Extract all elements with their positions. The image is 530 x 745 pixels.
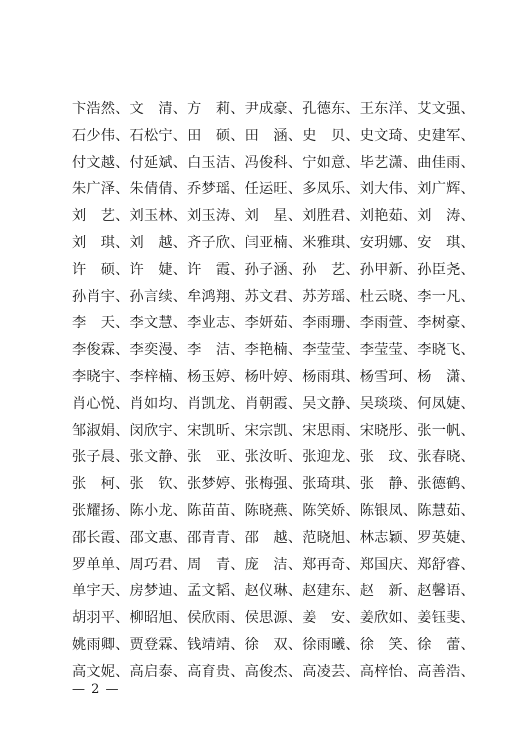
name-line: 孙肖宇、孙言续、牟鸿翔、苏文君、苏芳瑶、杜云晓、李一凡、 [72, 288, 475, 305]
name-line: 李晓宇、李梓楠、杨玉婷、杨叶婷、杨雨琪、杨雪珂、杨 潇、 [72, 368, 475, 385]
name-line: 石少伟、石松宁、田 硕、田 涵、史 贝、史文琦、史建军、 [72, 127, 475, 144]
name-line: 罗单单、周巧君、周 青、庞 洁、郑再奇、郑国庆、郑舒睿、 [72, 556, 475, 573]
name-line: 张子晨、张文静、张 亚、张汝昕、张迎龙、张 玟、张春晓、 [72, 449, 475, 466]
name-line: 朱广泽、朱倩倩、乔梦瑶、任运旺、多凤乐、刘大伟、刘广辉、 [72, 181, 475, 198]
name-line: 李 天、李文慧、李业志、李妍茹、李雨珊、李雨萱、李树豪、 [72, 315, 475, 332]
name-line: 李俊霖、李奕漫、李 洁、李艳楠、李莹莹、李莹莹、李晓飞、 [72, 342, 475, 359]
name-line: 卞浩然、文 清、方 莉、尹成豪、孔德东、王东洋、艾文强、 [72, 101, 475, 117]
name-line: 邹淑娟、闵欣宇、宋凯昕、宋宗凯、宋思雨、宋晓彤、张一帆、 [72, 422, 475, 439]
name-line: 姚雨卿、贾登霖、钱靖靖、徐 双、徐雨曦、徐 笑、徐 蕾、 [72, 636, 475, 653]
name-line: 高文妮、高启泰、高育贵、高俊杰、高凌芸、高梓怡、高善浩、 [72, 663, 475, 680]
name-list [72, 96, 475, 686]
name-line: 付文越、付延斌、白玉洁、冯俊科、宁如意、毕艺潇、曲佳雨、 [72, 154, 475, 171]
name-line: 刘 琪、刘 越、齐子欣、闫亚楠、米雅琪、安玥娜、安 琪、 [72, 234, 475, 251]
name-line: 肖心悦、肖如均、肖凯龙、肖朝霞、吴文静、吴琰琰、何凤婕、 [72, 395, 475, 412]
name-line: 单宇天、房梦迪、孟文韬、赵仪琳、赵建东、赵 新、赵馨语、 [72, 583, 475, 600]
name-line: 邵长霞、邵文惠、邵青青、邵 越、范晓旭、林志颖、罗英婕、 [72, 529, 475, 546]
page-number: — 2 — [72, 682, 120, 697]
name-line: 胡羽平、柳昭旭、侯欣雨、侯思源、姜 安、姜欣如、姜钰斐、 [72, 610, 475, 627]
name-line: 张耀扬、陈小龙、陈苗苗、陈晓燕、陈笑娇、陈银凤、陈慧茹、 [72, 502, 475, 519]
name-line: 刘 艺、刘玉林、刘玉涛、刘 星、刘胜君、刘艳茹、刘 涛、 [72, 208, 475, 225]
name-line: 许 硕、许 婕、许 霞、孙子涵、孙 艺、孙甲新、孙臣尧、 [72, 261, 475, 278]
name-line: 张 柯、张 钦、张梦婷、张梅强、张琦琪、张 静、张德鹤、 [72, 476, 475, 493]
